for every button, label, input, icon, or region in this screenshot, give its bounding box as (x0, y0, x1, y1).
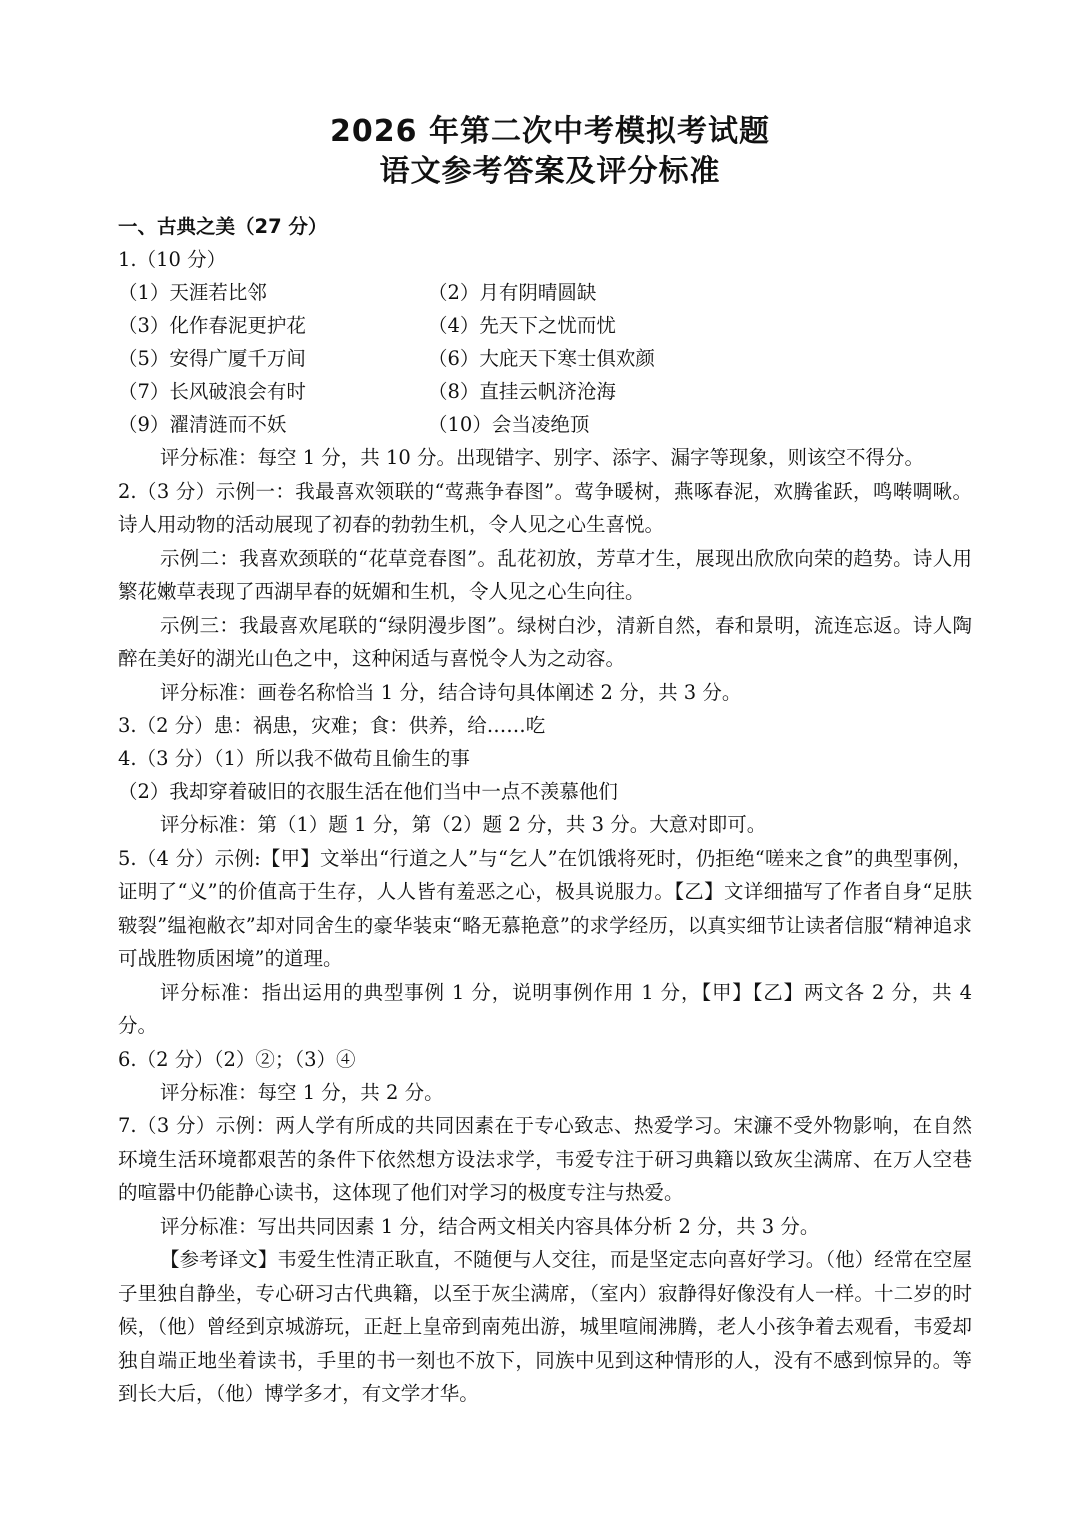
q1-answer: （4）先天下之忧而忧 (428, 314, 616, 337)
q1-label: 1.（10 分） (118, 248, 227, 271)
q1-answer: （10）会当凌绝顶 (428, 413, 590, 436)
q7-scoring: 评分标准：写出共同因素 1 分，结合两文相关内容具体分析 2 分，共 3 分。 (160, 1214, 820, 1238)
q2-example2: 示例二：我喜欢颈联的“花草竞春图”。乱花初放，芳草才生，展现出欣欣向荣的趋势。诗人用繁花嫩草表现了西湖早春的妩媚和生机，令人见之心生向往。 (118, 546, 972, 603)
q4-scoring: 评分标准：第（1）题 1 分，第（2）题 2 分，共 3 分。大意对即可。 (160, 813, 767, 836)
q1-answer: （1）天涯若比邻 (118, 281, 267, 304)
title-block (118, 112, 972, 192)
q5-scoring: 评分标准：指出运用的典型事例 1 分，说明事例作用 1 分，【甲】【乙】两文各 2 分，共 4 分。 (118, 980, 972, 1037)
q1-answer: （2）月有阴晴圆缺 (428, 281, 597, 304)
q1-answer: （5）安得广厦千万间 (118, 347, 306, 370)
q2-scoring: 评分标准：画卷名称恰当 1 分，结合诗句具体阐述 2 分，共 3 分。 (160, 680, 742, 704)
q4-line1: 4.（3 分）（1）所以我不做苟且偷生的事 (118, 747, 470, 770)
page-subtitle: 语文参考答案及评分标准 (379, 154, 721, 189)
q2-example1: 2.（3 分）示例一：我最喜欢领联的“莺燕争春图”。莺争暖树，燕啄春泥，欢腾雀跃，鸣啭啁啾。诗人用动物的活动展现了初春的勃勃生机，令人见之心生喜悦。 (118, 479, 972, 536)
q1-answer: （9）濯清涟而不妖 (118, 413, 287, 436)
q1-answer: （3）化作春泥更护花 (118, 314, 306, 337)
q6-scoring: 评分标准：每空 1 分，共 2 分。 (160, 1080, 444, 1104)
page-title: 2026 年第二次中考模拟考试题 (330, 114, 770, 149)
reference-translation: 【参考译文】韦爱生性清正耿直，不随便与人交往，而是坚定志向喜好学习。（他）经常在空屋子里独自静坐，专心研习古代典籍，以至于灰尘满席，（室内）寂静得好像没有人一样。十二岁的时候，（他）曾经到京城游玩，正赶上皇帝到南苑出游，城里喧闹沸腾，老人小孩争着去观看，韦爱却独自端正地坐着读书，手里的书一刻也不放下，同族中见到这种情形的人，没有不感到惊异的。等到长大后，（他）博学多才，有文学才华。 (118, 1248, 972, 1405)
q5-answer: 5.（4 分）示例:【甲】文举出“行道之人”与“乞人”在饥饿将死时，仍拒绝“嗟来之食”的典型事例，证明了“义”的价值高于生存，人人皆有羞恶之心，极具说服力。【乙】文详细描写了作者自身“足肤皲裂”缊袍敝衣”却对同舍生的豪华装束“略无慕艳意”的求学经历，以真实细节让读者信服“精神追求可战胜物质困境”的道理。 (118, 846, 972, 970)
q1-answer-grid (118, 276, 972, 441)
q1-scoring: 评分标准：每空 1 分，共 10 分。出现错字、别字、添字、漏字等现象，则该空不得分。 (160, 446, 925, 469)
q7-answer: 7.（3 分）示例：两人学有所成的共同因素在于专心致志、热爱学习。宋濂不受外物影响，在自然环境生活环境都艰苦的条件下依然想方设法求学，韦爱专注于研习典籍以致灰尘满席、在万人空巷的喧嚣中仍能静心读书，这体现了他们对学习的极度专注与热爱。 (118, 1114, 972, 1204)
q2-example3: 示例三：我最喜欢尾联的“绿阴漫步图”。绿树白沙，清新自然，春和景明，流连忘返。诗人陶醉在美好的湖光山色之中，这种闲适与喜悦令人为之动容。 (118, 613, 972, 670)
q1-answer: （8）直挂云帆济沧海 (428, 380, 616, 403)
q1-answer: （6）大庇天下寒士俱欢颜 (428, 347, 655, 370)
q6-answer: 6.（2 分）（2）②；（3）④ (118, 1047, 356, 1071)
q1-answer: （7）长风破浪会有时 (118, 380, 306, 403)
section-heading-classical: 一、古典之美（27 分） (118, 215, 328, 238)
q3-answer: 3.（2 分）患：祸患，灾难；食：供养，给……吃 (118, 714, 546, 737)
q4-line2: （2）我却穿着破旧的衣服生活在他们当中一点不羡慕他们 (118, 780, 618, 803)
